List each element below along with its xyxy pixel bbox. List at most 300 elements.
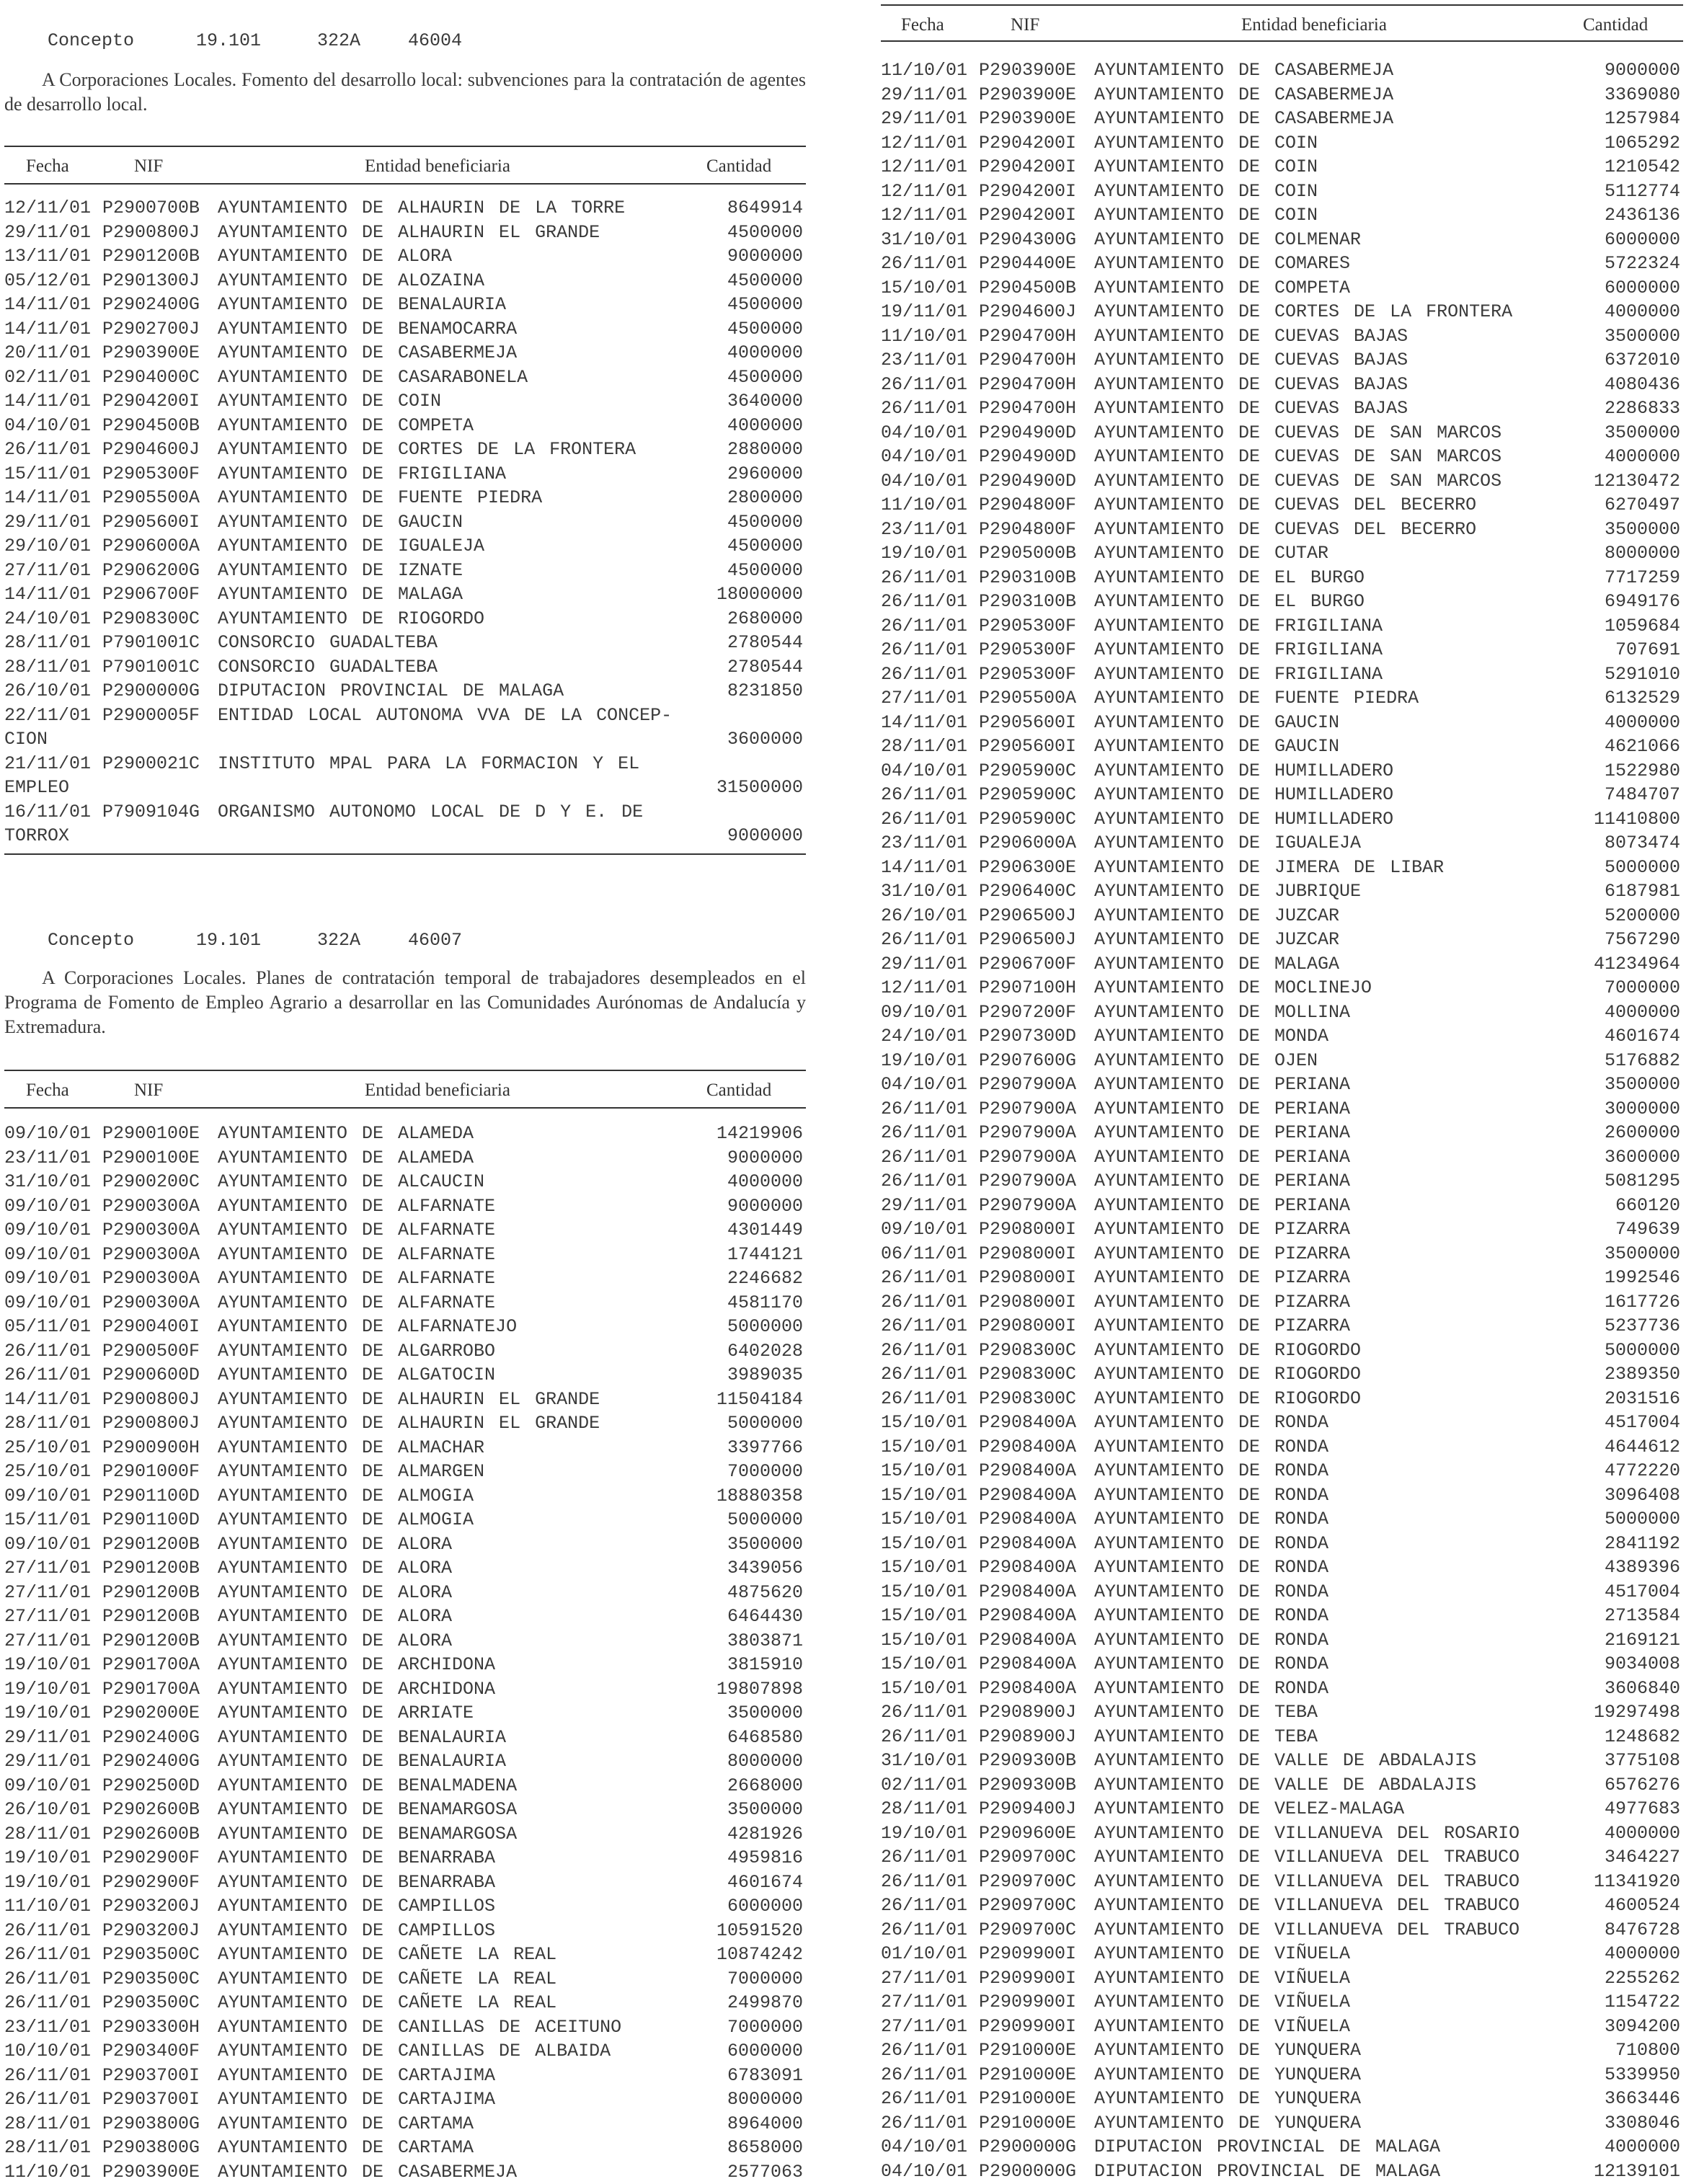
table-row xyxy=(4,1146,806,1171)
cell-nif: P2904900D xyxy=(979,445,1076,469)
cell-nif: P2905500A xyxy=(102,486,200,510)
cell-fecha: 06/11/01 xyxy=(881,1242,967,1266)
table-row xyxy=(4,510,806,535)
cell-entidad: AYUNTAMIENTO DE CUEVAS BAJAS xyxy=(1094,350,1408,370)
cell-entidad: AYUNTAMIENTO DE ALFARNATEJO xyxy=(218,1316,517,1337)
cell-fecha: 26/11/01 xyxy=(881,1870,967,1894)
table-row xyxy=(881,686,1683,711)
col-header-nif: NIF xyxy=(1011,15,1039,35)
cell-nif: P2908400A xyxy=(979,1555,1076,1580)
cell-nif: P2901700A xyxy=(102,1677,200,1702)
cell-nif: P2904200I xyxy=(979,203,1076,228)
cell-nif: P2903100B xyxy=(979,566,1076,590)
cell-nif: P2902500D xyxy=(102,1774,200,1798)
table-row xyxy=(881,1773,1683,1798)
col-header-fecha: Fecha xyxy=(26,1080,69,1101)
table-row xyxy=(881,856,1683,880)
table-row xyxy=(881,1121,1683,1145)
table-row xyxy=(881,1580,1683,1604)
cell-nif: P2902900F xyxy=(102,1870,200,1895)
concepto-code-1: 19.101 xyxy=(196,29,317,53)
cell-nif: P2903900E xyxy=(979,83,1076,107)
cell-fecha: 26/10/01 xyxy=(4,679,91,703)
cell-nif: P2905900C xyxy=(979,783,1076,807)
cell-fecha: 24/10/01 xyxy=(881,1024,967,1049)
cell-nif: P2903200J xyxy=(102,1919,200,1943)
cell-cantidad: 3369080 xyxy=(1605,83,1680,107)
table-row xyxy=(4,2136,806,2160)
table-row xyxy=(881,396,1683,421)
cell-nif: P2906700F xyxy=(979,952,1076,977)
cell-fecha: 12/11/01 xyxy=(881,179,967,204)
table-row xyxy=(881,1918,1683,1943)
cell-nif: P2909300B xyxy=(979,1749,1076,1773)
cell-cantidad: 4500000 xyxy=(727,269,803,293)
cell-cantidad: 5722324 xyxy=(1605,252,1680,276)
cell-fecha: 15/10/01 xyxy=(881,1604,967,1628)
cell-entidad: AYUNTAMIENTO DE PIZARRA xyxy=(1094,1292,1350,1313)
cell-nif: P2900200C xyxy=(102,1170,200,1194)
cell-cantidad: 3606840 xyxy=(1605,1677,1680,1701)
table-header-rule xyxy=(4,183,806,185)
table-bottom-rule xyxy=(4,853,806,855)
cell-fecha: 19/10/01 xyxy=(881,1049,967,1073)
cell-cantidad: 2780544 xyxy=(727,655,803,680)
cell-entidad: AYUNTAMIENTO DE RIOGORDO xyxy=(1094,1388,1361,1409)
cell-entidad: INSTITUTO MPAL PARA LA FORMACION Y EL EMPLEO xyxy=(4,753,639,799)
cell-fecha: 26/11/01 xyxy=(881,252,967,276)
table-row xyxy=(4,1170,806,1194)
cell-entidad: AYUNTAMIENTO DE PERIANA xyxy=(1094,1195,1350,1216)
cell-cantidad: 5000000 xyxy=(1605,1339,1680,1363)
cell-nif: P2908400A xyxy=(979,1580,1076,1604)
cell-cantidad: 4500000 xyxy=(727,510,803,535)
table-row xyxy=(4,703,806,752)
table-row xyxy=(4,1967,806,1992)
cell-fecha: 04/10/01 xyxy=(881,2135,967,2159)
cell-fecha: 15/10/01 xyxy=(881,1555,967,1580)
cell-nif: P2900500F xyxy=(102,1339,200,1364)
cell-fecha: 12/11/01 xyxy=(881,131,967,156)
cell-entidad: AYUNTAMIENTO DE ALMACHAR xyxy=(218,1437,484,1458)
cell-nif: P2901300J xyxy=(102,269,200,293)
cell-nif: P2902400G xyxy=(102,293,200,317)
cell-cantidad: 4389396 xyxy=(1605,1555,1680,1580)
cell-fecha: 28/11/01 xyxy=(4,1411,91,1436)
cell-nif: P2907600G xyxy=(979,1049,1076,1073)
cell-nif: P2909900I xyxy=(979,1942,1076,1966)
cell-nif: P2908400A xyxy=(979,1677,1076,1701)
cell-cantidad: 4000000 xyxy=(727,1170,803,1194)
cell-cantidad: 5112774 xyxy=(1605,179,1680,204)
cell-nif: P2904400E xyxy=(979,252,1076,276)
cell-fecha: 19/10/01 xyxy=(4,1846,91,1870)
cell-entidad: AYUNTAMIENTO DE VILLANUEVA DEL TRABUCO xyxy=(1094,1847,1519,1868)
table-row xyxy=(4,655,806,680)
cell-cantidad: 8658000 xyxy=(727,2136,803,2160)
table-row xyxy=(881,2087,1683,2111)
cell-cantidad: 11504184 xyxy=(716,1388,803,1412)
cell-nif: P2908400A xyxy=(979,1435,1076,1460)
cell-cantidad: 4875620 xyxy=(727,1581,803,1605)
cell-cantidad: 6000000 xyxy=(1605,228,1680,252)
table-row xyxy=(881,638,1683,662)
cell-nif: P2904700H xyxy=(979,324,1076,349)
cell-cantidad: 4500000 xyxy=(727,317,803,342)
cell-nif: P2904500B xyxy=(979,276,1076,301)
col-header-entidad: Entidad beneficiaria xyxy=(365,1080,510,1101)
cell-fecha: 24/10/01 xyxy=(4,607,91,631)
cell-entidad: AYUNTAMIENTO DE IZNATE xyxy=(218,560,463,581)
cell-fecha: 29/11/01 xyxy=(881,1194,967,1218)
cell-cantidad: 7484707 xyxy=(1605,783,1680,807)
table-row xyxy=(881,831,1683,856)
cell-fecha: 12/11/01 xyxy=(881,155,967,179)
cell-nif: P2908000I xyxy=(979,1217,1076,1242)
cell-cantidad: 1248682 xyxy=(1605,1725,1680,1749)
cell-cantidad: 9000000 xyxy=(727,244,803,269)
cell-cantidad: 3439056 xyxy=(727,1556,803,1581)
table-row xyxy=(881,1532,1683,1556)
cell-cantidad: 4621066 xyxy=(1605,734,1680,759)
col-header-entidad: Entidad beneficiaria xyxy=(365,156,510,177)
section-description: A Corporaciones Locales. Fomento del desarrollo local: subvenciones para la contratación de agentes de desarrollo local. xyxy=(4,68,806,117)
cell-cantidad: 3600000 xyxy=(1605,1145,1680,1170)
cell-nif: P2910000E xyxy=(979,2063,1076,2087)
cell-fecha: 27/11/01 xyxy=(4,1604,91,1629)
table-row xyxy=(4,196,806,221)
cell-nif: P2903900E xyxy=(979,58,1076,83)
cell-fecha: 26/11/01 xyxy=(881,1845,967,1870)
cell-nif: P2903500C xyxy=(102,1943,200,1967)
cell-entidad: AYUNTAMIENTO DE COIN xyxy=(1094,205,1318,226)
cell-fecha: 26/11/01 xyxy=(881,614,967,639)
cell-fecha: 09/10/01 xyxy=(4,1291,91,1315)
table-row xyxy=(881,58,1683,83)
cell-fecha: 26/11/01 xyxy=(881,783,967,807)
cell-entidad: AYUNTAMIENTO DE PERIANA xyxy=(1094,1098,1350,1119)
cell-nif: P2907900A xyxy=(979,1073,1076,1097)
cell-cantidad: 5339950 xyxy=(1605,2063,1680,2087)
cell-entidad: AYUNTAMIENTO DE CUEVAS DEL BECERRO xyxy=(1094,494,1476,515)
table-row xyxy=(881,2135,1683,2159)
cell-cantidad: 4517004 xyxy=(1605,1411,1680,1435)
table-row xyxy=(4,1919,806,1943)
cell-fecha: 28/11/01 xyxy=(4,655,91,680)
table-row xyxy=(881,1097,1683,1122)
cell-nif: P2903100B xyxy=(979,590,1076,614)
cell-cantidad: 3989035 xyxy=(727,1363,803,1388)
table-header-rule xyxy=(881,40,1683,42)
cell-nif: P2908900J xyxy=(979,1725,1076,1749)
col-header-fecha: Fecha xyxy=(26,156,69,177)
cell-nif: P2904900D xyxy=(979,421,1076,445)
cell-nif: P2901100D xyxy=(102,1508,200,1532)
cell-nif: P2906700F xyxy=(102,582,200,607)
table-row xyxy=(881,518,1683,542)
cell-nif: P2908400A xyxy=(979,1507,1076,1532)
cell-cantidad: 2169121 xyxy=(1605,1628,1680,1653)
cell-nif: P2902400G xyxy=(102,1749,200,1774)
cell-entidad: AYUNTAMIENTO DE CUEVAS BAJAS xyxy=(1094,398,1408,419)
cell-cantidad: 4644612 xyxy=(1605,1435,1680,1460)
cell-cantidad: 8231850 xyxy=(727,679,803,703)
table-row xyxy=(881,1194,1683,1218)
cell-nif: P2904800F xyxy=(979,493,1076,518)
cell-fecha: 26/11/01 xyxy=(4,1943,91,1967)
cell-cantidad: 4500000 xyxy=(727,221,803,245)
cell-nif: P2900300A xyxy=(102,1194,200,1219)
cell-nif: P7901001C xyxy=(102,631,200,655)
section-description: A Corporaciones Locales. Planes de contratación temporal de trabajadores desempleados en el Programa de Fomento de Empleo Agrario a desarrollar en las Comunidades Aurónomas de Andalucía y Extremadura. xyxy=(4,966,806,1039)
cell-nif: P2904200I xyxy=(979,179,1076,204)
cell-nif: P2903900E xyxy=(102,341,200,365)
table-row xyxy=(4,1991,806,2015)
cell-cantidad: 4772220 xyxy=(1605,1459,1680,1483)
cell-entidad: AYUNTAMIENTO DE JUZCAR xyxy=(1094,905,1339,926)
table-row xyxy=(881,348,1683,373)
cell-entidad: AYUNTAMIENTO DE COIN xyxy=(1094,156,1318,177)
cell-fecha: 22/11/01 xyxy=(4,703,91,728)
table-row xyxy=(4,1701,806,1726)
table-row xyxy=(881,1169,1683,1194)
cell-entidad: AYUNTAMIENTO DE GAUCIN xyxy=(1094,736,1339,757)
cell-cantidad: 2841192 xyxy=(1605,1532,1680,1556)
cell-entidad: AYUNTAMIENTO DE CASABERMEJA xyxy=(218,2162,517,2183)
table-row xyxy=(4,389,806,414)
table-row xyxy=(4,1315,806,1339)
table-row xyxy=(4,269,806,293)
cell-fecha: 26/11/01 xyxy=(881,1700,967,1725)
table-row xyxy=(881,1604,1683,1628)
cell-cantidad: 3600000 xyxy=(727,727,803,752)
cell-fecha: 09/10/01 xyxy=(4,1484,91,1509)
cell-cantidad: 9000000 xyxy=(727,824,803,848)
cell-fecha: 11/10/01 xyxy=(4,1894,91,1919)
cell-fecha: 26/11/01 xyxy=(881,807,967,832)
cell-entidad: AYUNTAMIENTO DE ALGATOCIN xyxy=(218,1364,495,1385)
cell-fecha: 26/11/01 xyxy=(881,396,967,421)
cell-entidad: AYUNTAMIENTO DE ALFARNATE xyxy=(218,1220,495,1240)
cell-fecha: 28/11/01 xyxy=(881,1797,967,1821)
cell-entidad: AYUNTAMIENTO DE PIZARRA xyxy=(1094,1219,1350,1240)
table-row xyxy=(881,1555,1683,1580)
cell-entidad: AYUNTAMIENTO DE BENAMARGOSA xyxy=(218,1824,517,1845)
cell-entidad: AYUNTAMIENTO DE CAMPILLOS xyxy=(218,1896,495,1917)
table-row xyxy=(881,1894,1683,1918)
cell-entidad: AYUNTAMIENTO DE ALORA xyxy=(218,1606,452,1627)
cell-fecha: 23/11/01 xyxy=(881,518,967,542)
cell-fecha: 29/10/01 xyxy=(4,534,91,559)
cell-fecha: 26/11/01 xyxy=(881,1387,967,1411)
cell-entidad: AYUNTAMIENTO DE VIÑUELA xyxy=(1094,1968,1350,1989)
table-row xyxy=(4,1388,806,1412)
cell-fecha: 19/11/01 xyxy=(881,300,967,324)
cell-nif: P2901200B xyxy=(102,244,200,269)
cell-nif: P2900900H xyxy=(102,1436,200,1460)
cell-nif: P2904500B xyxy=(102,414,200,438)
cell-nif: P2901200B xyxy=(102,1604,200,1629)
cell-entidad: AYUNTAMIENTO DE HUMILLADERO xyxy=(1094,784,1393,805)
cell-cantidad: 3094200 xyxy=(1605,2015,1680,2039)
cell-entidad: AYUNTAMIENTO DE IGUALEJA xyxy=(1094,833,1361,853)
cell-cantidad: 3500000 xyxy=(727,1532,803,1557)
table-row xyxy=(4,1653,806,1677)
concepto-label: Concepto xyxy=(48,928,196,953)
cell-entidad: AYUNTAMIENTO DE PERIANA xyxy=(1094,1074,1350,1095)
table-row xyxy=(881,2111,1683,2136)
cell-cantidad: 7717259 xyxy=(1605,566,1680,590)
cell-entidad: AYUNTAMIENTO DE RONDA xyxy=(1094,1678,1328,1699)
table-row xyxy=(4,462,806,487)
cell-nif: P2904000C xyxy=(102,365,200,390)
cell-cantidad: 31500000 xyxy=(716,776,803,800)
cell-cantidad: 3096408 xyxy=(1605,1483,1680,1508)
table-row xyxy=(4,486,806,510)
cell-nif: P2904300G xyxy=(979,228,1076,252)
table-row xyxy=(881,711,1683,735)
cell-cantidad: 4301449 xyxy=(727,1218,803,1243)
cell-fecha: 02/11/01 xyxy=(881,1773,967,1798)
table-row xyxy=(881,1942,1683,1966)
concepto-label: Concepto xyxy=(48,29,196,53)
table-row xyxy=(881,1073,1683,1097)
cell-fecha: 29/11/01 xyxy=(881,83,967,107)
table-row xyxy=(4,2112,806,2136)
cell-nif: P2905300F xyxy=(979,638,1076,662)
cell-fecha: 27/11/01 xyxy=(881,1990,967,2015)
cell-fecha: 15/10/01 xyxy=(881,1435,967,1460)
table-row xyxy=(881,276,1683,301)
cell-fecha: 15/10/01 xyxy=(881,1580,967,1604)
cell-entidad: AYUNTAMIENTO DE PIZARRA xyxy=(1094,1315,1350,1336)
cell-nif: P2909900I xyxy=(979,1990,1076,2015)
cell-entidad: AYUNTAMIENTO DE RIOGORDO xyxy=(1094,1340,1361,1361)
table-row xyxy=(881,1966,1683,1991)
cell-cantidad: 3397766 xyxy=(727,1436,803,1460)
cell-entidad: AYUNTAMIENTO DE CUEVAS DEL BECERRO xyxy=(1094,519,1476,540)
cell-entidad: CONSORCIO GUADALTEBA xyxy=(218,657,438,678)
cell-nif: P2900005F xyxy=(102,703,200,728)
cell-nif: P2908400A xyxy=(979,1483,1076,1508)
cell-entidad: AYUNTAMIENTO DE ALFARNATE xyxy=(218,1268,495,1289)
cell-fecha: 26/11/01 xyxy=(881,1918,967,1943)
cell-fecha: 19/10/01 xyxy=(4,1653,91,1677)
cell-nif: P2901100D xyxy=(102,1484,200,1509)
cell-entidad: AYUNTAMIENTO DE RIOGORDO xyxy=(1094,1364,1361,1385)
cell-entidad: AYUNTAMIENTO DE IGUALEJA xyxy=(218,536,484,556)
cell-nif: P2908000I xyxy=(979,1290,1076,1315)
cell-fecha: 26/11/01 xyxy=(4,1919,91,1943)
table-row xyxy=(4,1846,806,1870)
cell-nif: P2905300F xyxy=(102,462,200,487)
cell-nif: P2901200B xyxy=(102,1581,200,1605)
cell-cantidad: 9034008 xyxy=(1605,1652,1680,1677)
cell-fecha: 16/11/01 xyxy=(4,800,91,825)
cell-cantidad: 5081295 xyxy=(1605,1169,1680,1194)
cell-entidad: AYUNTAMIENTO DE RONDA xyxy=(1094,1437,1328,1457)
table-row xyxy=(881,1483,1683,1508)
cell-fecha: 15/11/01 xyxy=(4,1508,91,1532)
cell-cantidad: 4281926 xyxy=(727,1822,803,1847)
cell-fecha: 26/11/01 xyxy=(4,438,91,462)
table-row xyxy=(881,541,1683,566)
table-row xyxy=(881,662,1683,687)
cell-fecha: 26/11/01 xyxy=(881,1121,967,1145)
table-row xyxy=(881,2038,1683,2063)
cell-nif: P2904700H xyxy=(979,396,1076,421)
cell-fecha: 31/10/01 xyxy=(881,228,967,252)
cell-entidad: AYUNTAMIENTO DE VILLANUEVA DEL TRABUCO xyxy=(1094,1871,1519,1892)
cell-cantidad: 2668000 xyxy=(727,1774,803,1798)
cell-entidad: AYUNTAMIENTO DE RONDA xyxy=(1094,1581,1328,1602)
table-header xyxy=(4,147,806,183)
cell-fecha: 26/11/01 xyxy=(4,2087,91,2112)
cell-cantidad: 4000000 xyxy=(1605,711,1680,735)
cell-cantidad: 8000000 xyxy=(1605,541,1680,566)
table-row xyxy=(4,2039,806,2064)
cell-fecha: 12/11/01 xyxy=(4,196,91,221)
table-row xyxy=(881,155,1683,179)
cell-fecha: 28/11/01 xyxy=(4,2112,91,2136)
cell-cantidad: 7000000 xyxy=(727,1460,803,1484)
cell-cantidad: 4601674 xyxy=(1605,1024,1680,1049)
cell-entidad: AYUNTAMIENTO DE OJEN xyxy=(1094,1050,1318,1071)
cell-fecha: 26/11/01 xyxy=(881,2063,967,2087)
cell-fecha: 26/11/01 xyxy=(881,1290,967,1315)
table-row xyxy=(881,1628,1683,1653)
table-row xyxy=(881,131,1683,156)
table-row xyxy=(881,1507,1683,1532)
cell-entidad: AYUNTAMIENTO DE ARCHIDONA xyxy=(218,1654,495,1675)
cell-cantidad: 4500000 xyxy=(727,293,803,317)
cell-entidad: AYUNTAMIENTO DE ALORA xyxy=(218,1534,452,1555)
cell-entidad: ENTIDAD LOCAL AUTONOMA VVA DE LA CONCEP- CION xyxy=(4,705,672,750)
cell-cantidad: 19807898 xyxy=(716,1677,803,1702)
cell-fecha: 11/10/01 xyxy=(881,58,967,83)
cell-nif: P2905900C xyxy=(979,759,1076,784)
cell-fecha: 10/10/01 xyxy=(4,2039,91,2064)
cell-cantidad: 4500000 xyxy=(727,559,803,583)
table-row xyxy=(4,1894,806,1919)
cell-cantidad: 3500000 xyxy=(727,1701,803,1726)
cell-nif: P2908300C xyxy=(979,1387,1076,1411)
cell-nif: P2903300H xyxy=(102,2015,200,2040)
table-row xyxy=(4,1218,806,1243)
table-row xyxy=(4,1943,806,1967)
cell-cantidad: 7000000 xyxy=(727,2015,803,2040)
cell-entidad: AYUNTAMIENTO DE ALHAURIN DE LA TORRE xyxy=(218,197,625,218)
table-row xyxy=(4,221,806,245)
table-row xyxy=(881,83,1683,107)
cell-fecha: 09/10/01 xyxy=(4,1122,91,1146)
table-row xyxy=(881,107,1683,131)
cell-fecha: 26/11/01 xyxy=(881,638,967,662)
cell-fecha: 01/10/01 xyxy=(881,1942,967,1966)
cell-entidad: AYUNTAMIENTO DE VIÑUELA xyxy=(1094,2016,1350,2037)
cell-cantidad: 4500000 xyxy=(727,365,803,390)
cell-fecha: 26/11/01 xyxy=(881,590,967,614)
table-row xyxy=(4,1460,806,1484)
cell-nif: P2907900A xyxy=(979,1145,1076,1170)
cell-nif: P2908400A xyxy=(979,1652,1076,1677)
table-body-continued xyxy=(881,58,1683,2183)
cell-entidad: AYUNTAMIENTO DE RIOGORDO xyxy=(218,608,484,629)
cell-entidad: AYUNTAMIENTO DE ALGARROBO xyxy=(218,1341,495,1362)
cell-fecha: 25/10/01 xyxy=(4,1436,91,1460)
cell-cantidad: 2780544 xyxy=(727,631,803,655)
table-row xyxy=(4,1798,806,1822)
